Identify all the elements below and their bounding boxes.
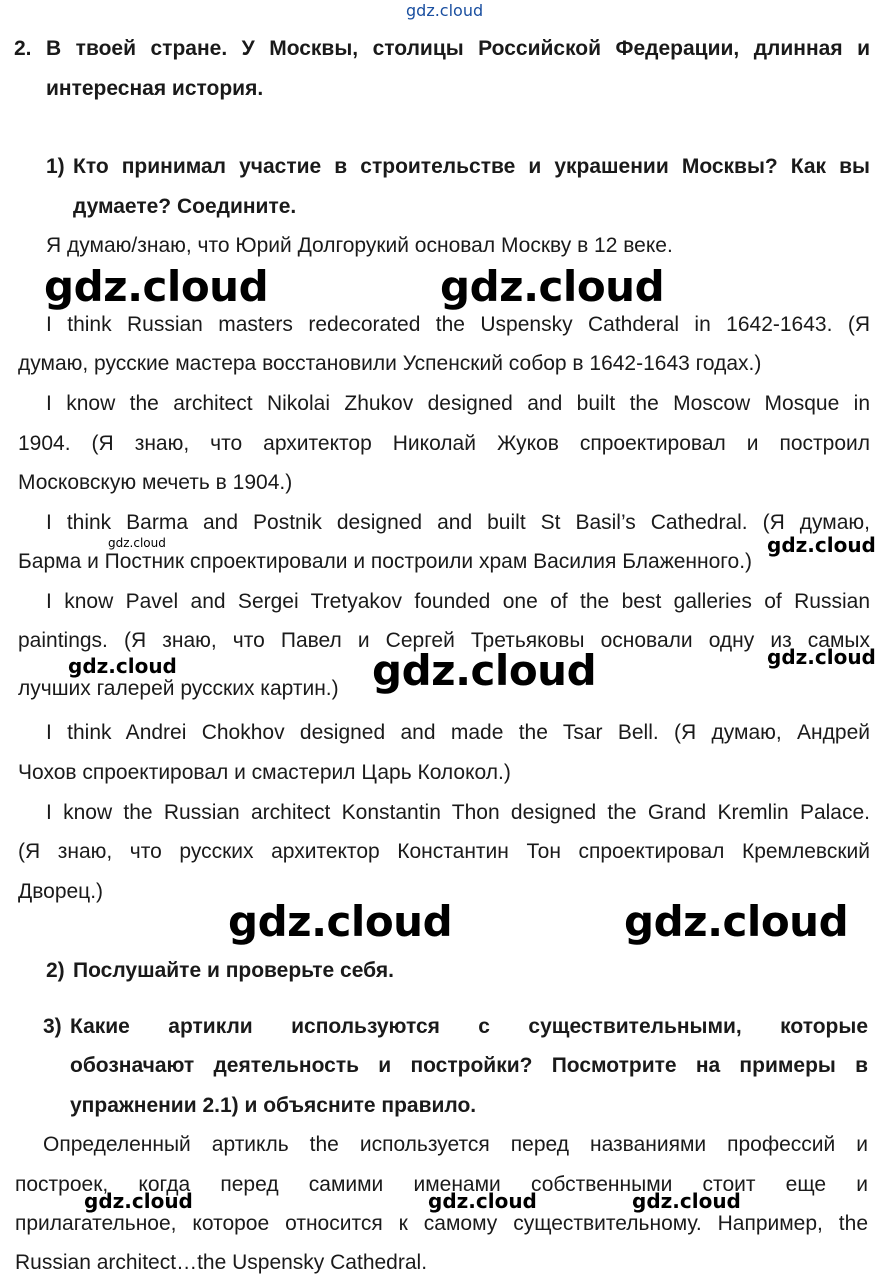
part1-line-2: I think Russian masters redecorated the Uspensky Cathderal in 1642-1643. (Я: [46, 313, 870, 336]
part3-question-line-1: Какие артикли используются с существительными, которые: [70, 1015, 868, 1038]
part3-line-3: прилагательное, которое относится к самому существительному. Например, the: [15, 1212, 868, 1235]
part3-question-line-2: обозначают деятельность и постройки? Посмотрите на примеры в: [70, 1054, 868, 1077]
watermark-medium: gdz.cloud: [632, 1189, 741, 1213]
part3-question-line-3: упражнении 2.1) и объясните правило.: [70, 1094, 477, 1117]
part1-line-5: 1904. (Я знаю, что архитектор Николай Жуков спроектировал и построил: [18, 432, 870, 455]
part1-line-12: I think Andrei Chokhov designed and made the Tsar Bell. (Я думаю, Андрей: [46, 721, 870, 744]
part1-line-1: Я думаю/знаю, что Юрий Долгорукий основал Москву в 12 веке.: [46, 234, 673, 257]
watermark-large: gdz.cloud: [624, 897, 849, 946]
part1-line-3: думаю, русские мастера восстановили Успенский собор в 1642-1643 годах.): [18, 352, 762, 375]
part1-line-14: I know the Russian architect Konstantin Thon designed the Grand Kremlin Palace.: [46, 801, 870, 824]
watermark-large: gdz.cloud: [440, 262, 665, 311]
part1-line-7: I think Barma and Postnik designed and built St Basil’s Cathedral. (Я думаю,: [46, 511, 870, 534]
part3-line-1: Определенный артикль the используется перед названиями профессий и: [43, 1133, 868, 1156]
task-heading-line-2: интересная история.: [46, 77, 264, 100]
watermark-large: gdz.cloud: [44, 262, 269, 311]
part1-line-10: paintings. (Я знаю, что Павел и Сергей Третьяковы основали одну из самых: [18, 629, 870, 652]
watermark-top: gdz.cloud: [406, 1, 484, 20]
watermark-medium: gdz.cloud: [767, 645, 876, 669]
part2-question: Послушайте и проверьте себя.: [73, 959, 394, 982]
part1-line-11: лучших галерей русских картин.): [18, 677, 339, 700]
watermark-medium: gdz.cloud: [68, 654, 177, 678]
part1-question-line-2: думаете? Соедините.: [73, 195, 297, 218]
watermark-large: gdz.cloud: [228, 897, 453, 946]
part3-line-4: Russian architect…the Uspensky Cathedral.: [15, 1251, 428, 1274]
part1-line-15: (Я знаю, что русских архитектор Константин Тон спроектировал Кремлевский: [18, 840, 870, 863]
task-heading-line-1: В твоей стране. У Москвы, столицы Российской Федерации, длинная и: [46, 37, 870, 60]
part1-line-6: Московскую мечеть в 1904.): [18, 471, 293, 494]
watermark-medium: gdz.cloud: [84, 1189, 193, 1213]
part1-question-line-1: Кто принимал участие в строительстве и украшении Москвы? Как вы: [73, 155, 870, 178]
watermark-medium: gdz.cloud: [428, 1189, 537, 1213]
task-number: 2.: [14, 37, 32, 60]
part1-line-16: Дворец.): [18, 880, 104, 903]
part1-line-8: Барма и Постник спроектировали и построили храм Василия Блаженного.): [18, 550, 753, 573]
part1-line-4: I know the architect Nikolai Zhukov designed and built the Moscow Mosque in: [46, 392, 870, 415]
watermark-small: gdz.cloud: [108, 536, 166, 550]
part1-number: 1): [46, 155, 65, 178]
part3-line-2: построек, когда перед самими именами собственными стоит еще и: [15, 1173, 868, 1196]
part1-line-9: I know Pavel and Sergei Tretyakov founded one of the best galleries of Russian: [46, 590, 870, 613]
part3-number: 3): [43, 1015, 62, 1038]
part1-line-13: Чохов спроектировал и смастерил Царь Колокол.): [18, 761, 511, 784]
watermark-medium: gdz.cloud: [767, 533, 876, 557]
part2-number: 2): [46, 959, 65, 982]
watermark-large: gdz.cloud: [372, 646, 597, 695]
